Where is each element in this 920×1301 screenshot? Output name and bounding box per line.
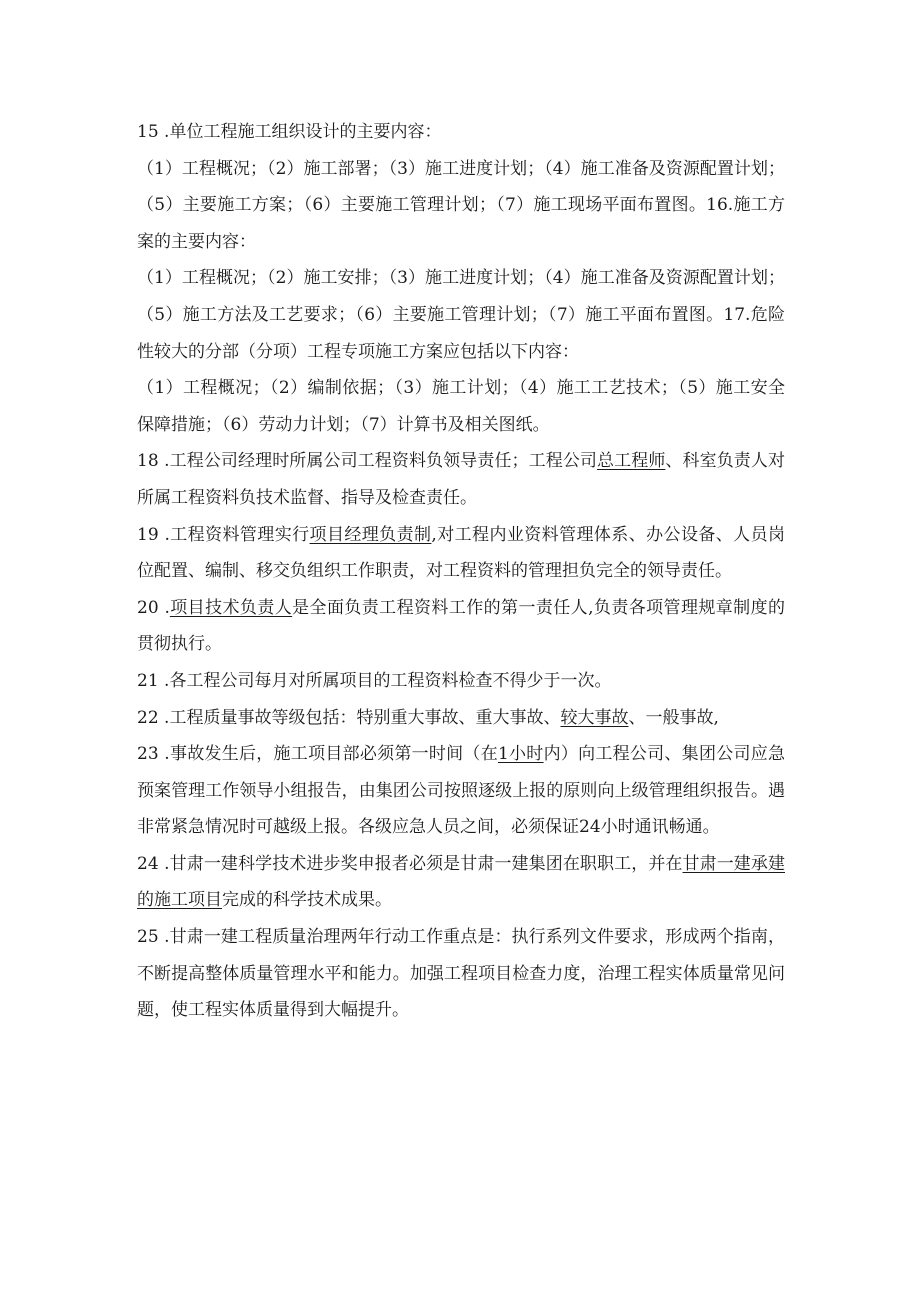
paragraph-15 (137, 114, 785, 151)
text-segment: （1）工程概况；（2）施工部署；（3）施工进度计划；（4）施工准备及资源配置计划；（5）主要施工方案；（6）主要施工管理计划；（7）施工现场平面布置图。16.施工方案的主要内容： (137, 158, 785, 252)
paragraph-23 (137, 736, 785, 846)
paragraph-22 (137, 700, 785, 737)
text-segment: 24 .甘肃一建科学技术进步奖申报者必须是甘肃一建集团在职职工，并在 (137, 853, 683, 874)
text-segment: （1）工程概况；（2）编制依据；（3）施工计划；（4）施工工艺技术；（5）施工安全保障措施；（6）劳动力计划；（7）计算书及相关图纸。 (137, 378, 785, 435)
text-segment: 是全面负责工程资料工作的第一责任人,负责各项管理规章制度的贯彻执行。 (137, 597, 786, 655)
text-segment: 22 .工程质量事故等级包括：特别重大事故、重大事故、 (137, 707, 561, 728)
underlined-term: 较大事故 (560, 707, 629, 728)
paragraph-24 (137, 846, 785, 919)
text-segment: 内）向工程公司、集团公司应急预案管理工作领导小组报告，由集团公司按照逐级上报的原则向上级管理组织报告。遇非常紧急情况时可越级上报。各级应急人员之间，必须保证24小时通讯畅通。 (137, 744, 785, 838)
text-segment: 15 .单位工程施工组织设计的主要内容： (137, 122, 442, 142)
text-segment: 19 .工程资料管理实行 (137, 524, 310, 545)
paragraph-25 (137, 919, 785, 1029)
text-segment: 23 .事故发生后，施工项目部必须第一时间（在 (137, 744, 498, 765)
underlined-term: 总工程师 (597, 451, 666, 472)
text-segment: 21 .各工程公司每月对所属项目的工程资料检查不得少于一次。 (137, 670, 612, 691)
text-segment: 、一般事故, (628, 707, 719, 728)
underlined-term: 项目经理负责制 (309, 524, 432, 545)
paragraph-20 (137, 590, 785, 663)
paragraph-15-16 (137, 151, 785, 261)
paragraph-16-17 (137, 260, 785, 370)
underlined-term: 1小时 (497, 744, 544, 765)
paragraph-19 (137, 517, 785, 590)
text-segment: （1）工程概况；（2）施工安排；（3）施工进度计划；（4）施工准备及资源配置计划；（5）施工方法及工艺要求；（6）主要施工管理计划；（7）施工平面布置图。17.危险性较大的分部（分项）工程专项施工方案应包括以下内容： (137, 268, 785, 362)
text-segment: 完成的科学技术成果。 (222, 890, 392, 911)
document-body (137, 114, 785, 1029)
underlined-term: 项目技术负责人 (169, 597, 293, 618)
text-segment: 、科室负责人对所属工程资料负技术监督、指导及检查责任。 (137, 451, 785, 508)
paragraph-18 (137, 443, 785, 516)
paragraph-17-items (137, 370, 785, 443)
text-segment: 18 .工程公司经理时所属公司工程资料负领导责任；工程公司 (137, 451, 598, 472)
paragraph-21 (137, 663, 785, 700)
text-segment: 25 .甘肃一建工程质量治理两年行动工作重点是：执行系列文件要求，形成两个指南，不断提高整体质量管理水平和能力。加强工程项目检查力度，治理工程实体质量常见问题，使工程实体质量得到大幅提升。 (137, 927, 785, 1021)
underlined-term: 甘肃一建承建的施工项目 (137, 853, 785, 911)
text-segment: 20 . (137, 597, 170, 618)
text-segment: ,对工程内业资料管理体系、办公设备、人员岗位配置、编制、移交负组织工作职责，对工程资料的管理担负完全的领导责任。 (137, 524, 785, 582)
